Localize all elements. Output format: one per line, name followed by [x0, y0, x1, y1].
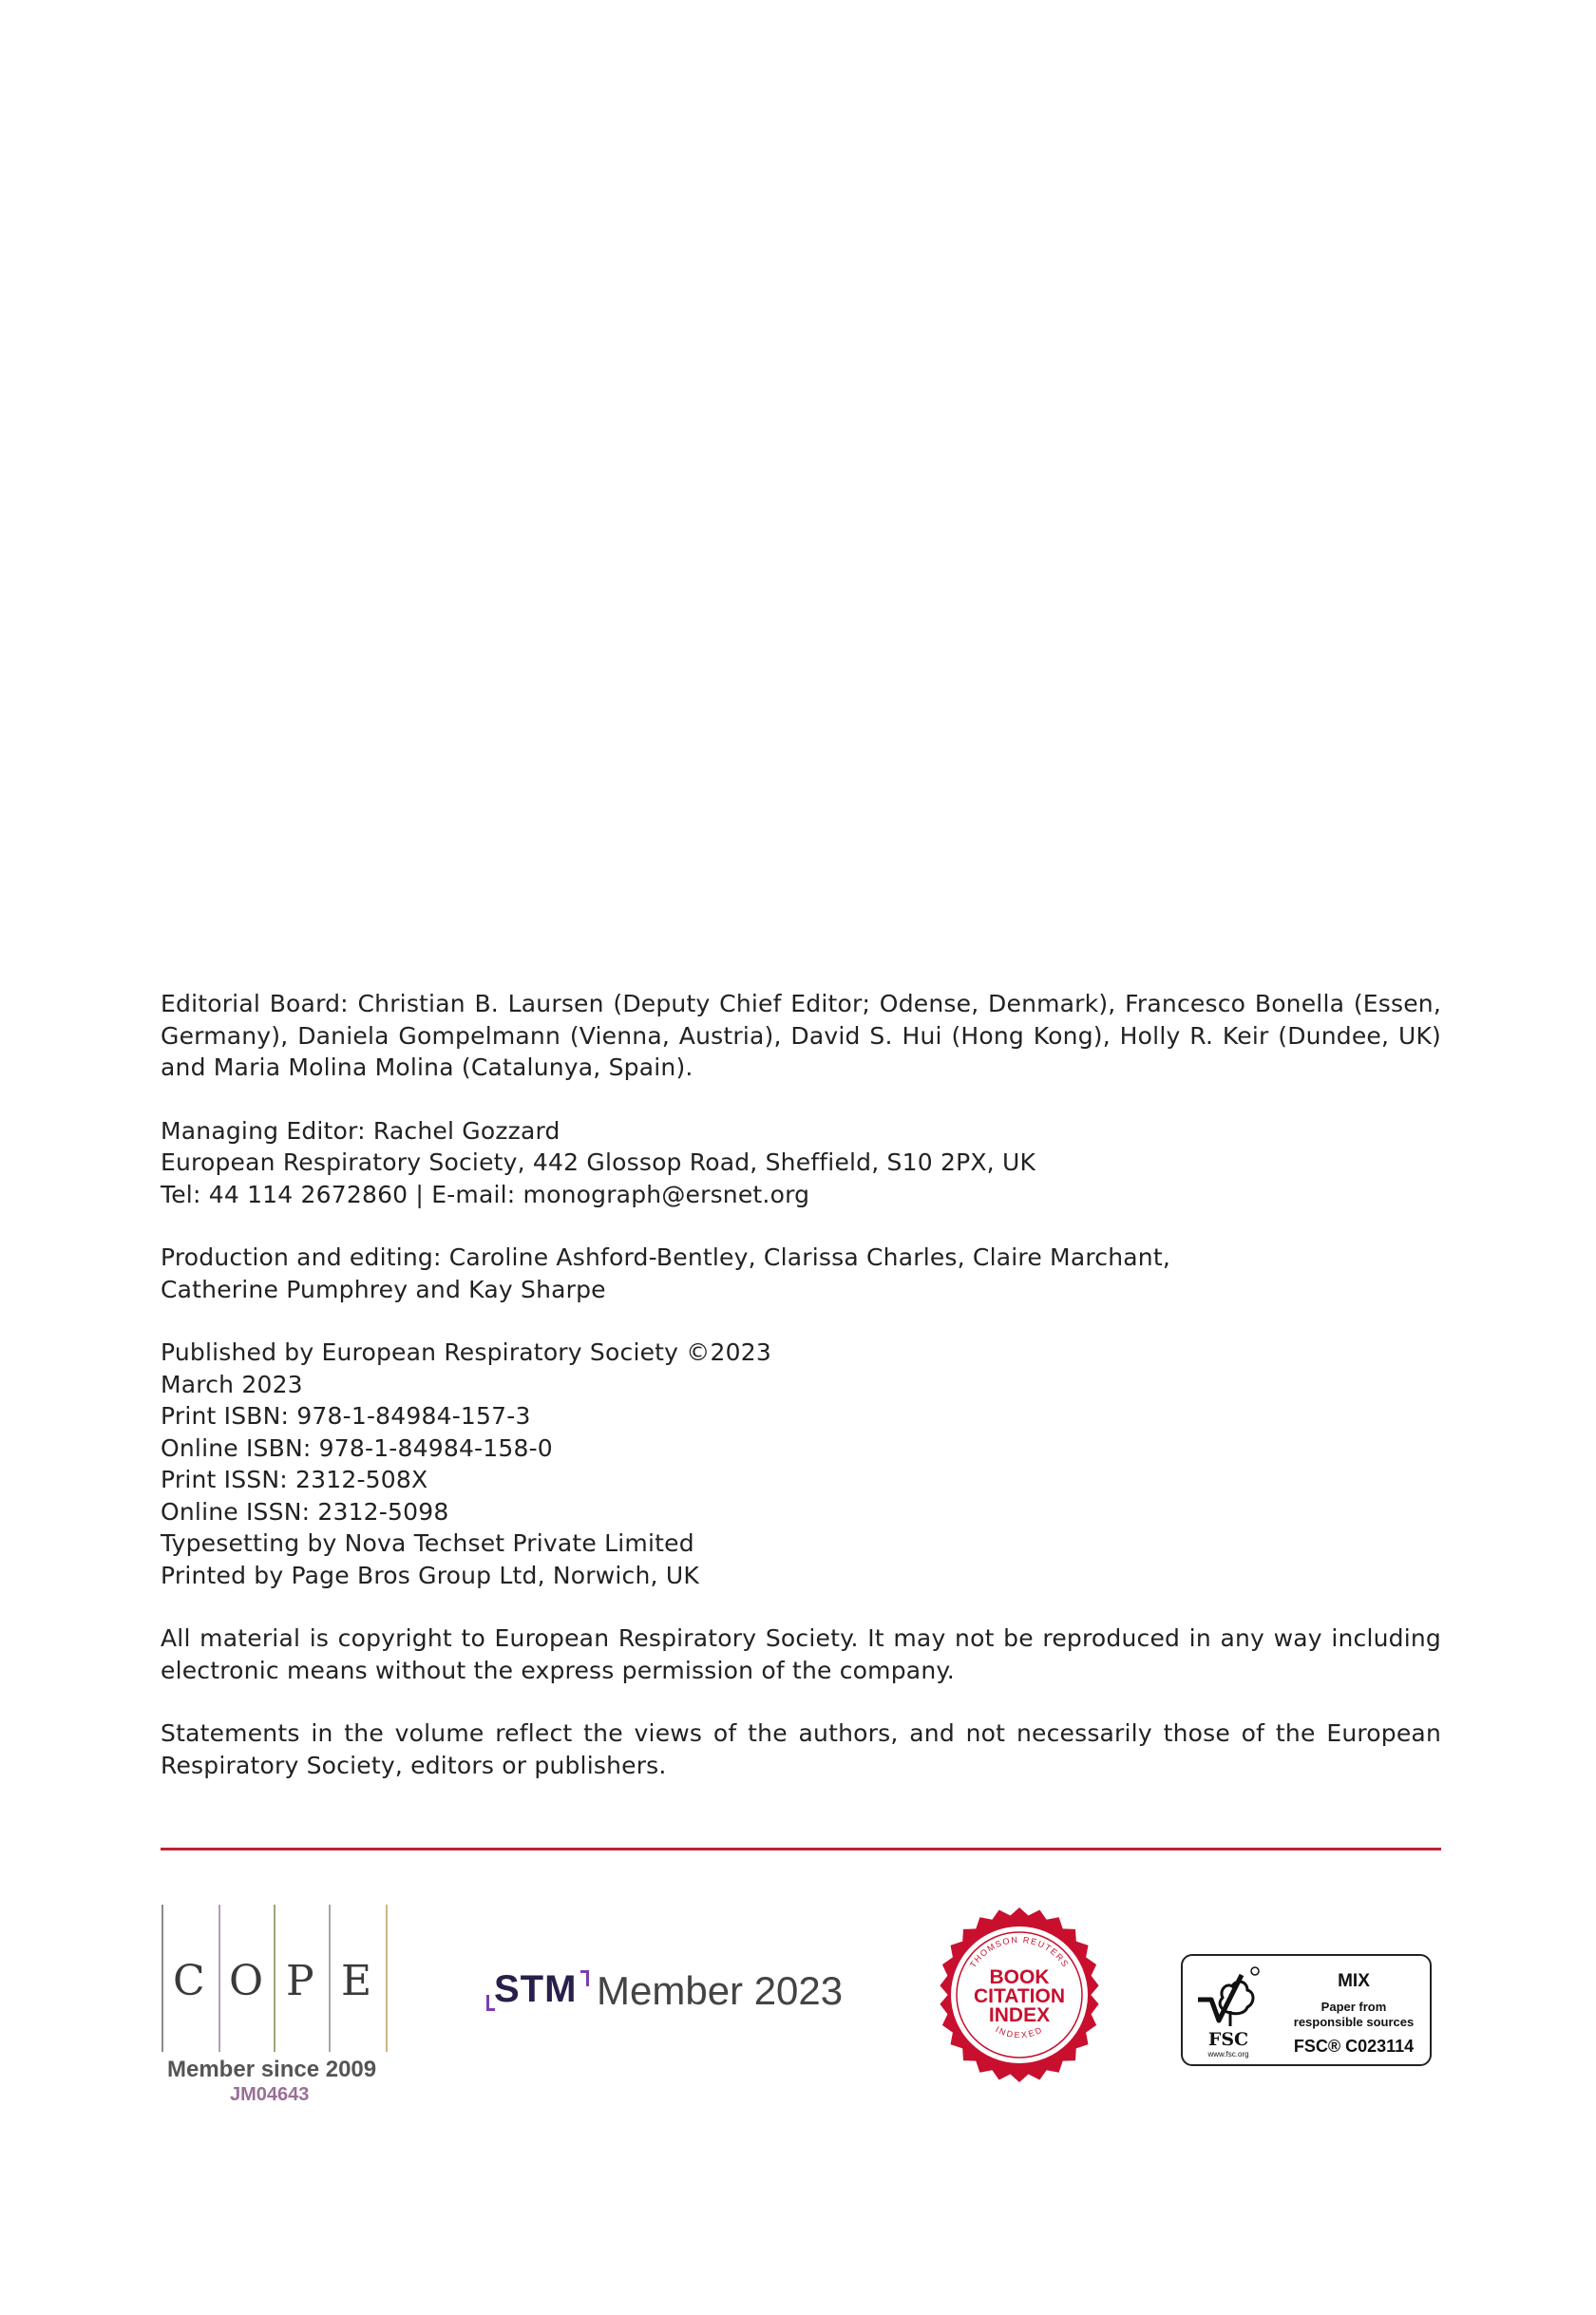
seal-line-index: INDEX — [988, 2004, 1051, 2026]
stm-member-year: Member 2023 — [597, 1968, 844, 2013]
publication-block — [161, 1337, 1441, 1591]
cope-bar — [162, 1905, 163, 2052]
cope-bar — [218, 1905, 220, 2052]
society-address: European Respiratory Society, 442 Glossop Road, Sheffield, S10 2PX, UK — [161, 1148, 1036, 1176]
print-issn: Print ISSN: 2312-508X — [161, 1466, 428, 1493]
publication-date: March 2023 — [161, 1370, 303, 1398]
cope-bar — [386, 1905, 388, 2052]
fsc-registered-mark — [1251, 1967, 1259, 1975]
online-issn: Online ISSN: 2312-5098 — [161, 1497, 449, 1526]
imprint-text — [161, 988, 1441, 1812]
production-line-2: Catherine Pumphrey and Kay Sharpe — [161, 1275, 606, 1303]
cope-logo — [152, 1905, 399, 2114]
cope-bar — [329, 1905, 331, 2052]
editorial-board: Editorial Board: Christian B. Laursen (Deputy Chief Editor; Odense, Denmark), Francesco Bonella (Essen, Germany), Daniela Gompelmann (Vienna, Austria), David S. Hui (Hong Kong), Holly R. Keir (Dundee, UK) and Maria Molina Molina (Catalunya, Spain). — [161, 990, 1441, 1081]
stm-bracket-right — [580, 1970, 589, 1986]
disclaimer: Statements in the volume reflect the views of the authors, and not necessarily those of the European Respiratory Society, editors or publishers. — [161, 1719, 1441, 1779]
cope-bar — [274, 1905, 276, 2052]
book-citation-index-seal — [929, 1905, 1110, 2085]
production-line-1: Production and editing: Caroline Ashford-Bentley, Clarissa Charles, Claire Marchant, — [161, 1243, 1170, 1271]
printer: Printed by Page Bros Group Ltd, Norwich, UK — [161, 1561, 699, 1589]
divider-rule — [161, 1848, 1441, 1850]
cope-member-code: JM04643 — [230, 2084, 310, 2105]
cope-letter-o: O — [229, 1957, 264, 2005]
cope-member-since: Member since 2009 — [167, 2057, 377, 2082]
online-isbn: Online ISBN: 978-1-84984-158-0 — [161, 1433, 553, 1462]
fsc-paper-line-2: responsible sources — [1293, 2015, 1415, 2029]
cope-letter-p: P — [286, 1957, 314, 2005]
cope-letter-c: C — [173, 1957, 205, 2005]
fsc-brand: FSC — [1207, 2029, 1249, 2050]
fsc-label — [1181, 1954, 1432, 2066]
production-block — [161, 1242, 1441, 1305]
fsc-url: www.fsc.org — [1207, 2050, 1249, 2059]
typesetting: Typesetting by Nova Techset Private Limited — [161, 1529, 694, 1557]
seal-line-book: BOOK — [989, 1966, 1050, 1988]
contact-details: Tel: 44 114 2672860 | E-mail: monograph@ersnet.org — [161, 1180, 810, 1208]
cope-letter-e: E — [341, 1957, 372, 2005]
fsc-mix: MIX — [1338, 1971, 1370, 1991]
published-by: Published by European Respiratory Society ©2023 — [161, 1338, 771, 1366]
fsc-license-code: FSC® C023114 — [1293, 2037, 1415, 2056]
stm-brand: STM — [494, 1968, 578, 2010]
seal-bottom-arc-text: INDEXED — [994, 2024, 1045, 2040]
seal-top-arc-text: THOMSON REUTERS — [967, 1934, 1072, 1970]
fsc-tree-check-icon — [1192, 1962, 1268, 2060]
print-isbn: Print ISBN: 978-1-84984-157-3 — [161, 1402, 531, 1430]
fsc-paper-from — [1278, 2000, 1430, 2030]
stm-logo — [483, 1968, 863, 2025]
fsc-paper-line-1: Paper from — [1320, 2000, 1387, 2014]
copyright-notice: All material is copyright to European Respiratory Society. It may not be reproduced in any way including electronic means without the express permission of the company. — [161, 1624, 1441, 1684]
managing-block — [161, 1115, 1441, 1211]
seal-line-citation: CITATION — [973, 1985, 1066, 2007]
managing-editor: Managing Editor: Rachel Gozzard — [161, 1116, 560, 1145]
